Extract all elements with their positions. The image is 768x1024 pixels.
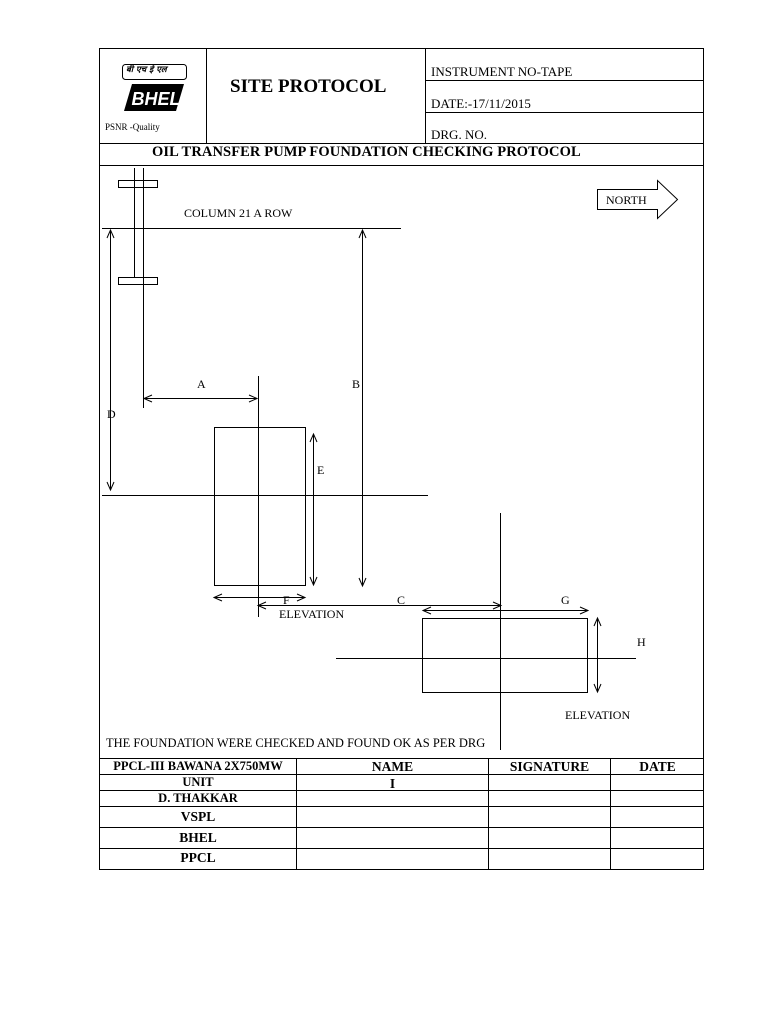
instrument-field: INSTRUMENT NO-TAPE: [431, 64, 573, 79]
dimension-g-label: G: [561, 593, 570, 607]
column-header-date: DATE: [639, 759, 676, 774]
column-flange-bottom: [119, 278, 158, 285]
dimension-a-label: A: [197, 377, 206, 391]
foundation-2: [423, 619, 588, 693]
foundation-diagram: [102, 168, 678, 750]
column-header-name: NAME: [371, 759, 414, 774]
page-title: SITE PROTOCOL: [230, 76, 387, 97]
logo-caption: PSNR -Quality: [105, 122, 160, 132]
dimension-b-label: B: [352, 377, 361, 391]
logo-wordmark: BHEL: [131, 89, 181, 109]
project-name: PPCL-III BAWANA 2X750MW: [113, 759, 283, 773]
column-flange-top: [119, 181, 158, 188]
dimension-d-label: D: [107, 407, 116, 421]
signatory-row-label: BHEL: [179, 830, 217, 845]
drawing-number-field: DRG. NO.: [431, 127, 487, 142]
date-field: DATE:-17/11/2015: [431, 96, 531, 111]
dimension-f-label: F: [283, 593, 290, 607]
unit-value: I: [389, 776, 396, 791]
logo-devanagari: बी एच ई एल: [126, 65, 167, 75]
unit-label: UNIT: [182, 775, 214, 789]
dimension-c-label: C: [397, 593, 406, 607]
signatory-row-label: VSPL: [180, 809, 216, 824]
column-label: COLUMN 21 A ROW: [184, 206, 293, 220]
protocol-subtitle: OIL TRANSFER PUMP FOUNDATION CHECKING PROTOCOL: [152, 144, 581, 160]
signatory-row-label: D. THAKKAR: [158, 791, 238, 805]
elevation-1-label: ELEVATION: [279, 607, 345, 621]
elevation-2-label: ELEVATION: [565, 708, 631, 722]
foundation-1: [215, 428, 306, 586]
remark-text: THE FOUNDATION WERE CHECKED AND FOUND OK AS PER DRG: [106, 736, 486, 750]
dimension-e-label: E: [317, 463, 325, 477]
column-header-signature: SIGNATURE: [509, 759, 590, 774]
dimension-h-label: H: [637, 635, 646, 649]
north-label: NORTH: [606, 193, 647, 207]
signatory-row-label: PPCL: [180, 850, 216, 865]
